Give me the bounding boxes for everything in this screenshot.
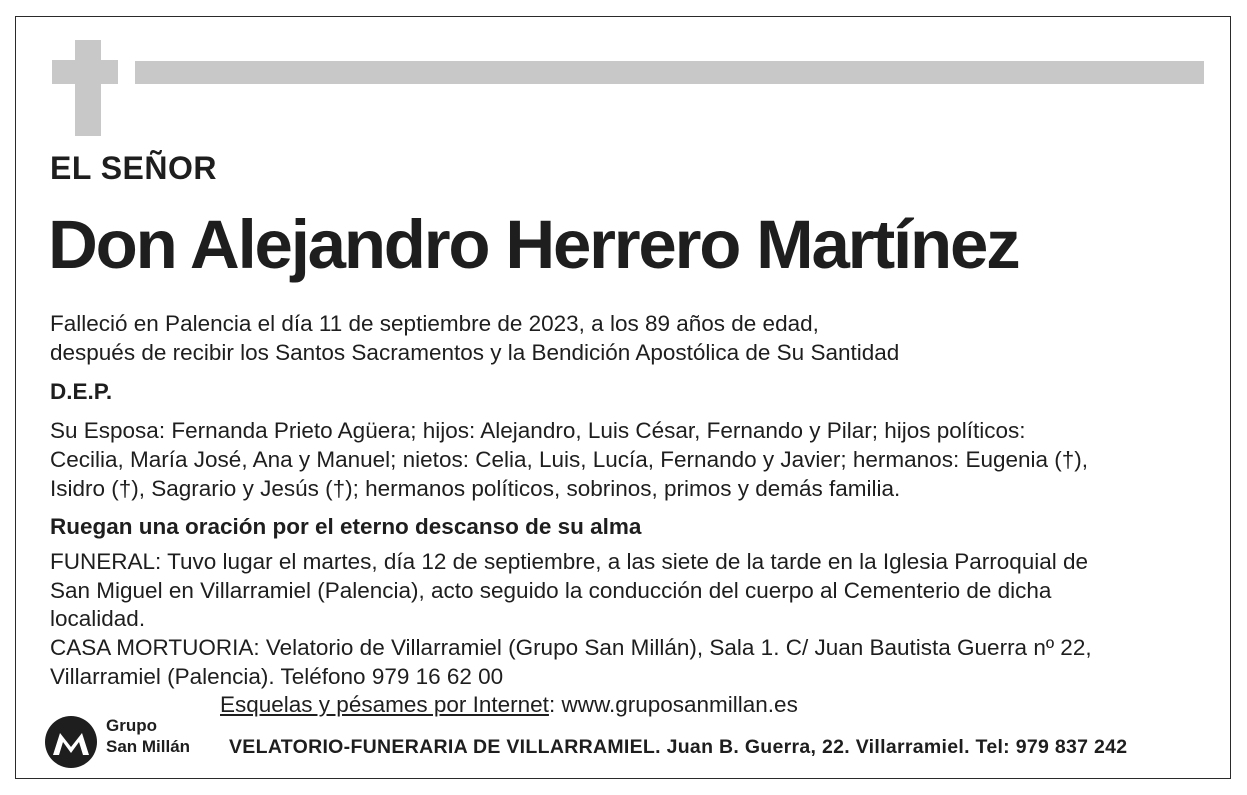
brand-line-1: Grupo <box>106 716 157 735</box>
prayer-line: Ruegan una oración por el eterno descanso de su alma <box>50 514 642 539</box>
internet-label: Esquelas y pésames por Internet <box>220 692 549 717</box>
funeral-line-1: FUNERAL: Tuvo lugar el martes, día 12 de septiembre, a las siete de la tarde en la Iglesia Parroquial de <box>50 549 1089 574</box>
brand-line-2: San Millán <box>106 737 191 756</box>
family-line-3: Isidro (†), Sagrario y Jesús (†); hermanos políticos, sobrinos, primos y demás familia. <box>50 476 901 501</box>
death-line-2: después de recibir los Santos Sacramentos y la Bendición Apostólica de Su Santidad <box>50 340 900 365</box>
funeral-line-2: San Miguel en Villarramiel (Palencia), acto seguido la conducción del cuerpo al Cementerio de dicha <box>50 578 1052 603</box>
family-line-2: Cecilia, María José, Ana y Manuel; nietos: Celia, Luis, Lucía, Fernando y Javier; hermanos: Eugenia (†), <box>50 447 1089 472</box>
logo-icon <box>44 715 98 769</box>
deceased-name: Don Alejandro Herrero Martínez <box>48 206 1019 283</box>
internet-separator: : <box>548 692 562 717</box>
internet-url[interactable]: www.gruposanmillan.es <box>561 692 798 717</box>
title-prefix: EL SEÑOR <box>50 150 217 186</box>
casa-line-1: CASA MORTUORIA: Velatorio de Villarramiel (Grupo San Millán), Sala 1. C/ Juan Bautista Guerra nº 22, <box>50 635 1092 660</box>
brand-name <box>106 715 190 757</box>
family-line-1: Su Esposa: Fernanda Prieto Agüera; hijos: Alejandro, Luis César, Fernando y Pilar; hijos políticos: <box>50 418 1026 443</box>
footer-address: VELATORIO-FUNERARIA DE VILLARRAMIEL. Juan B. Guerra, 22. Villarramiel. Tel: 979 837 242 <box>229 736 1128 758</box>
casa-line-2: Villarramiel (Palencia). Teléfono 979 16 62 00 <box>50 664 504 689</box>
funeral-line-3: localidad. <box>50 606 146 631</box>
internet-line <box>220 690 798 719</box>
death-line-1: Falleció en Palencia el día 11 de septiembre de 2023, a los 89 años de edad, <box>50 311 819 336</box>
dep-label: D.E.P. <box>50 379 113 404</box>
header-bar <box>135 61 1204 84</box>
